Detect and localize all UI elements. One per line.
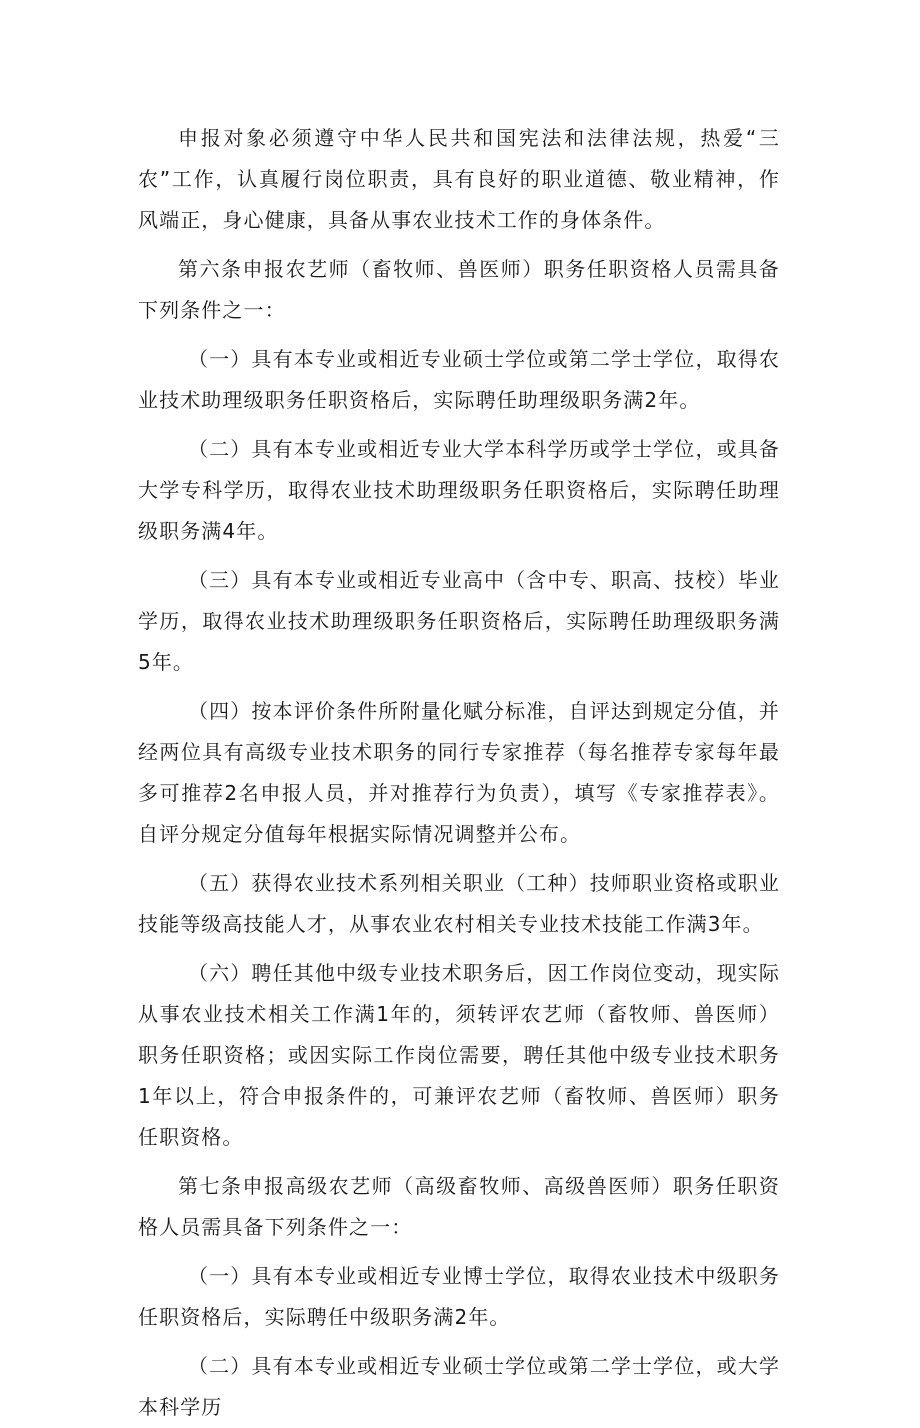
paragraph-article-7: 第七条申报高级农艺师（高级畜牧师、高级兽医师）职务任职资格人员需具备下列条件之一：: [138, 1174, 780, 1239]
paragraph-article-6-item-3: （三）具有本专业或相近专业高中（含中专、职高、技校）毕业学历，取得农业技术助理级职务任职资格后，实际聘任助理级职务满5年。: [138, 568, 780, 674]
paragraph-article-7-item-2: （二）具有本专业或相近专业硕士学位或第二学士学位，或大学本科学历: [138, 1354, 780, 1419]
paragraph-article-6-item-6: （六）聘任其他中级专业技术职务后，因工作岗位变动，现实际从事农业技术相关工作满1年的，须转评农艺师（畜牧师、兽医师）职务任职资格；或因实际工作岗位需要，聘任其他中级专业技术职务1年以上，符合申报条件的，可兼评农艺师（畜牧师、兽医师）职务任职资格。: [138, 961, 780, 1149]
paragraph-article-7-item-1: （一）具有本专业或相近专业博士学位，取得农业技术中级职务任职资格后，实际聘任中级职务满2年。: [138, 1264, 780, 1329]
paragraph-article-6-item-5: （五）获得农业技术系列相关职业（工种）技师职业资格或职业技能等级高技能人才，从事农业农村相关专业技术技能工作满3年。: [138, 871, 780, 936]
paragraph-article-6-item-1: （一）具有本专业或相近专业硕士学位或第二学士学位，取得农业技术助理级职务任职资格后，实际聘任助理级职务满2年。: [138, 347, 780, 412]
paragraph-eligibility: 申报对象必须遵守中华人民共和国宪法和法律法规，热爱“三农”工作，认真履行岗位职责，具有良好的职业道德、敬业精神，作风端正，身心健康，具备从事农业技术工作的身体条件。: [138, 126, 780, 232]
paragraph-article-6-item-4: （四）按本评价条件所附量化赋分标准，自评达到规定分值，并经两位具有高级专业技术职务的同行专家推荐（每名推荐专家每年最多可推荐2名申报人员，并对推荐行为负责），填写《专家推荐表》。自评分规定分值每年根据实际情况调整并公布。: [138, 699, 780, 846]
paragraph-article-6-item-2: （二）具有本专业或相近专业大学本科学历或学士学位，或具备大学专科学历，取得农业技术助理级职务任职资格后，实际聘任助理级职务满4年。: [138, 437, 780, 543]
paragraph-article-6: 第六条申报农艺师（畜牧师、兽医师）职务任职资格人员需具备下列条件之一：: [138, 257, 780, 322]
